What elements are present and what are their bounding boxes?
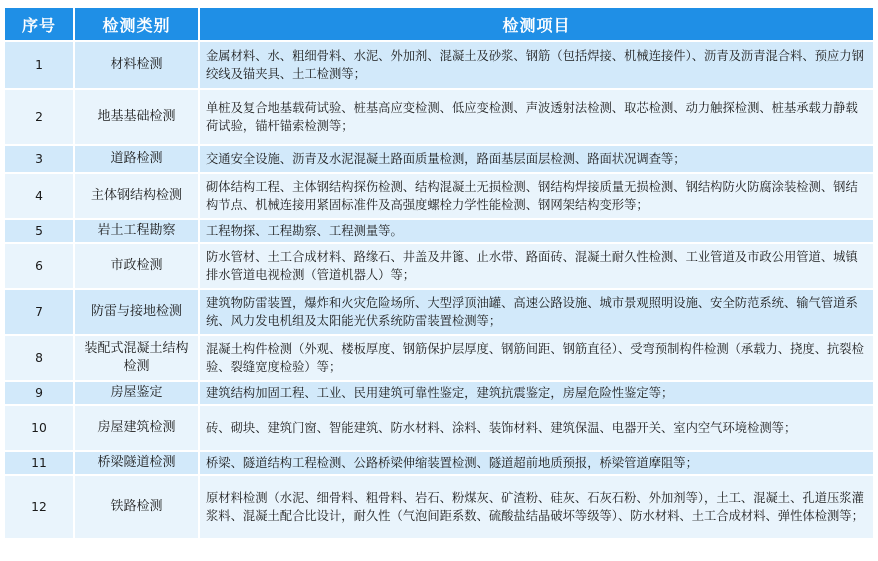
- row-no: 12: [5, 476, 73, 538]
- table-row: [5, 476, 873, 538]
- row-no: 4: [5, 174, 73, 218]
- table-row: [5, 336, 873, 380]
- row-category: 桥梁隧道检测: [75, 452, 198, 474]
- table-row: [5, 382, 873, 404]
- row-no: 11: [5, 452, 73, 474]
- row-no: 7: [5, 290, 73, 334]
- table-row: [5, 244, 873, 288]
- row-items: 混凝土构件检测（外观、楼板厚度、钢筋保护层厚度、钢筋间距、钢筋直径）、受弯预制构件检测（承载力、挠度、抗裂检验、裂缝宽度检验）等；: [200, 336, 873, 380]
- table-row: [5, 146, 873, 172]
- table-row: [5, 174, 873, 218]
- row-category: 装配式混凝土结构检测: [75, 336, 198, 380]
- row-category: 岩土工程勘察: [75, 220, 198, 242]
- row-items: 建筑物防雷装置，爆炸和火灾危险场所、大型浮顶油罐、高速公路设施、城市景观照明设施、安全防范系统、输气管道系统、风力发电机组及太阳能光伏系统防雷装置检测等；: [200, 290, 873, 334]
- table-row: [5, 220, 873, 242]
- row-no: 10: [5, 406, 73, 450]
- row-no: 6: [5, 244, 73, 288]
- row-items: 砌体结构工程、主体钢结构探伤检测、结构混凝土无损检测、钢结构焊接质量无损检测、钢结构防火防腐涂装检测、钢结构节点、机械连接用紧固标准件及高强度螺栓力学性能检测、钢网架结构变形等；: [200, 174, 873, 218]
- row-no: 3: [5, 146, 73, 172]
- table-row: [5, 90, 873, 144]
- row-category: 材料检测: [75, 42, 198, 88]
- row-category: 铁路检测: [75, 476, 198, 538]
- header-no: 序号: [5, 8, 73, 40]
- table-row: [5, 290, 873, 334]
- table-header-row: [5, 8, 873, 40]
- row-category: 地基基础检测: [75, 90, 198, 144]
- row-items: 工程物探、工程勘察、工程测量等。: [200, 220, 873, 242]
- row-items: 桥梁、隧道结构工程检测、公路桥梁伸缩装置检测、隧道超前地质预报，桥梁管道摩阻等；: [200, 452, 873, 474]
- header-items: 检测项目: [200, 8, 873, 40]
- table-row: [5, 406, 873, 450]
- row-category: 房屋建筑检测: [75, 406, 198, 450]
- row-no: 1: [5, 42, 73, 88]
- header-category: 检测类别: [75, 8, 198, 40]
- row-items: 交通安全设施、沥青及水泥混凝土路面质量检测，路面基层面层检测、路面状况调查等；: [200, 146, 873, 172]
- row-category: 道路检测: [75, 146, 198, 172]
- row-no: 8: [5, 336, 73, 380]
- row-category: 主体钢结构检测: [75, 174, 198, 218]
- row-items: 单桩及复合地基载荷试验、桩基高应变检测、低应变检测、声波透射法检测、取芯检测、动力触探检测、桩基承载力静载荷试验，锚杆锚索检测等；: [200, 90, 873, 144]
- row-items: 原材料检测（水泥、细骨料、粗骨料、岩石、粉煤灰、矿渣粉、硅灰、石灰石粉、外加剂等），土工、混凝土、孔道压浆灌浆料、混凝土配合比设计，耐久性（气泡间距系数、硫酸盐结晶破坏等级等）、防水材料、土工合成材料、弹性体检测等；: [200, 476, 873, 538]
- inspection-table-container: [3, 6, 873, 558]
- row-no: 2: [5, 90, 73, 144]
- inspection-items-table: [3, 6, 875, 540]
- row-items: 防水管材、土工合成材料、路缘石、井盖及井篦、止水带、路面砖、混凝土耐久性检测、工业管道及市政公用管道、城镇排水管道电视检测（管道机器人）等；: [200, 244, 873, 288]
- row-category: 市政检测: [75, 244, 198, 288]
- table-row: [5, 42, 873, 88]
- row-items: 砖、砌块、建筑门窗、智能建筑、防水材料、涂料、装饰材料、建筑保温、电器开关、室内空气环境检测等；: [200, 406, 873, 450]
- row-items: 建筑结构加固工程、工业、民用建筑可靠性鉴定，建筑抗震鉴定，房屋危险性鉴定等；: [200, 382, 873, 404]
- row-category: 房屋鉴定: [75, 382, 198, 404]
- table-row: [5, 452, 873, 474]
- row-items: 金属材料、水、粗细骨料、水泥、外加剂、混凝土及砂浆、钢筋（包括焊接、机械连接件）、沥青及沥青混合料、预应力钢绞线及锚夹具、土工检测等；: [200, 42, 873, 88]
- row-no: 9: [5, 382, 73, 404]
- row-no: 5: [5, 220, 73, 242]
- row-category: 防雷与接地检测: [75, 290, 198, 334]
